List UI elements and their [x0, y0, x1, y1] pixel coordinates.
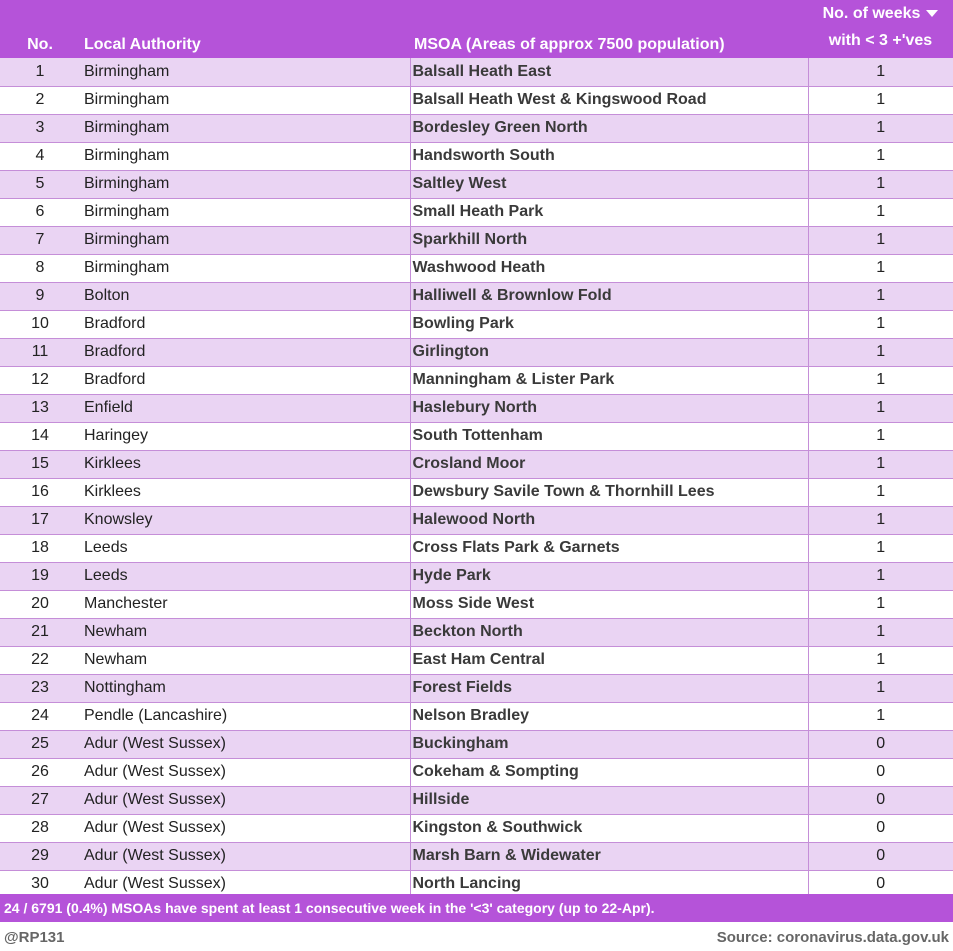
row-local-authority: Adur (West Sussex)	[80, 730, 410, 758]
row-no: 9	[0, 282, 80, 310]
row-msoa: Bordesley Green North	[410, 114, 808, 142]
row-weeks: 1	[808, 646, 953, 674]
row-local-authority: Kirklees	[80, 478, 410, 506]
table-row	[0, 310, 953, 338]
table-row	[0, 506, 953, 534]
row-local-authority: Leeds	[80, 534, 410, 562]
row-weeks: 1	[808, 590, 953, 618]
row-msoa: Small Heath Park	[410, 198, 808, 226]
row-weeks: 1	[808, 198, 953, 226]
row-msoa: Buckingham	[410, 730, 808, 758]
row-weeks: 0	[808, 870, 953, 898]
header-no[interactable]: No.	[27, 36, 53, 53]
row-no: 14	[0, 422, 80, 450]
row-local-authority: Bradford	[80, 310, 410, 338]
row-no: 3	[0, 114, 80, 142]
row-no: 24	[0, 702, 80, 730]
row-weeks: 1	[808, 366, 953, 394]
row-no: 22	[0, 646, 80, 674]
table-body	[0, 58, 953, 898]
row-no: 4	[0, 142, 80, 170]
row-weeks: 1	[808, 86, 953, 114]
table-row	[0, 198, 953, 226]
table-row	[0, 86, 953, 114]
table-row	[0, 226, 953, 254]
row-local-authority: Adur (West Sussex)	[80, 786, 410, 814]
row-weeks: 0	[808, 814, 953, 842]
header-weeks-line1-wrap	[808, 0, 953, 27]
row-local-authority: Nottingham	[80, 674, 410, 702]
table-row	[0, 562, 953, 590]
row-local-authority: Adur (West Sussex)	[80, 814, 410, 842]
row-local-authority: Birmingham	[80, 198, 410, 226]
header-msoa[interactable]: MSOA (Areas of approx 7500 population)	[414, 36, 725, 53]
table-row	[0, 674, 953, 702]
table-row	[0, 618, 953, 646]
row-weeks: 1	[808, 478, 953, 506]
row-weeks: 1	[808, 170, 953, 198]
row-weeks: 1	[808, 450, 953, 478]
row-weeks: 0	[808, 786, 953, 814]
row-local-authority: Birmingham	[80, 142, 410, 170]
table-row	[0, 366, 953, 394]
row-msoa: Handsworth South	[410, 142, 808, 170]
row-msoa: Forest Fields	[410, 674, 808, 702]
row-local-authority: Adur (West Sussex)	[80, 758, 410, 786]
row-local-authority: Birmingham	[80, 254, 410, 282]
row-local-authority: Pendle (Lancashire)	[80, 702, 410, 730]
row-local-authority: Manchester	[80, 590, 410, 618]
table-row	[0, 786, 953, 814]
header-weeks-line1: No. of weeks	[822, 5, 921, 22]
row-no: 1	[0, 58, 80, 86]
row-no: 18	[0, 534, 80, 562]
row-no: 26	[0, 758, 80, 786]
row-weeks: 1	[808, 618, 953, 646]
table-row	[0, 450, 953, 478]
row-weeks: 1	[808, 674, 953, 702]
table-row	[0, 842, 953, 870]
row-local-authority: Birmingham	[80, 86, 410, 114]
footnote: 24 / 6791 (0.4%) MSOAs have spent at least 1 consecutive week in the '<3' category (up to 22-Apr).	[0, 894, 953, 922]
row-weeks: 1	[808, 310, 953, 338]
row-no: 20	[0, 590, 80, 618]
row-local-authority: Birmingham	[80, 226, 410, 254]
credit-handle: @RP131	[4, 929, 65, 946]
row-msoa: Hillside	[410, 786, 808, 814]
row-msoa: Dewsbury Savile Town & Thornhill Lees	[410, 478, 808, 506]
row-local-authority: Kirklees	[80, 450, 410, 478]
row-weeks: 1	[808, 338, 953, 366]
table-row	[0, 702, 953, 730]
row-no: 29	[0, 842, 80, 870]
table-row	[0, 534, 953, 562]
row-msoa: Balsall Heath West & Kingswood Road	[410, 86, 808, 114]
table-row	[0, 590, 953, 618]
row-weeks: 1	[808, 226, 953, 254]
row-msoa: East Ham Central	[410, 646, 808, 674]
table-row	[0, 646, 953, 674]
row-local-authority: Bradford	[80, 366, 410, 394]
row-msoa: Manningham & Lister Park	[410, 366, 808, 394]
header-weeks[interactable]	[808, 0, 953, 58]
row-no: 11	[0, 338, 80, 366]
row-weeks: 1	[808, 534, 953, 562]
table-row	[0, 282, 953, 310]
row-no: 10	[0, 310, 80, 338]
row-weeks: 1	[808, 254, 953, 282]
row-no: 21	[0, 618, 80, 646]
row-local-authority: Bradford	[80, 338, 410, 366]
table-row	[0, 394, 953, 422]
row-weeks: 1	[808, 282, 953, 310]
row-local-authority: Enfield	[80, 394, 410, 422]
row-msoa: North Lancing	[410, 870, 808, 898]
row-msoa: Crosland Moor	[410, 450, 808, 478]
row-no: 25	[0, 730, 80, 758]
header-local-authority[interactable]: Local Authority	[84, 36, 201, 53]
row-local-authority: Birmingham	[80, 114, 410, 142]
row-local-authority: Newham	[80, 618, 410, 646]
row-msoa: Cross Flats Park & Garnets	[410, 534, 808, 562]
table-row	[0, 730, 953, 758]
row-no: 16	[0, 478, 80, 506]
row-msoa: Sparkhill North	[410, 226, 808, 254]
row-weeks: 1	[808, 394, 953, 422]
row-no: 6	[0, 198, 80, 226]
row-msoa: Saltley West	[410, 170, 808, 198]
table-row	[0, 758, 953, 786]
table-row	[0, 142, 953, 170]
row-no: 19	[0, 562, 80, 590]
row-msoa: Halliwell & Brownlow Fold	[410, 282, 808, 310]
row-weeks: 0	[808, 758, 953, 786]
row-msoa: Haslebury North	[410, 394, 808, 422]
row-weeks: 1	[808, 562, 953, 590]
header-row	[0, 0, 953, 58]
row-no: 28	[0, 814, 80, 842]
row-msoa: Nelson Bradley	[410, 702, 808, 730]
row-weeks: 0	[808, 730, 953, 758]
row-weeks: 1	[808, 422, 953, 450]
row-weeks: 1	[808, 142, 953, 170]
table-row	[0, 338, 953, 366]
row-msoa: Girlington	[410, 338, 808, 366]
row-weeks: 1	[808, 506, 953, 534]
row-msoa: South Tottenham	[410, 422, 808, 450]
row-local-authority: Bolton	[80, 282, 410, 310]
source-note: Source: coronavirus.data.gov.uk	[716, 929, 949, 946]
row-msoa: Moss Side West	[410, 590, 808, 618]
row-local-authority: Birmingham	[80, 58, 410, 86]
row-msoa: Marsh Barn & Widewater	[410, 842, 808, 870]
row-no: 8	[0, 254, 80, 282]
row-local-authority: Birmingham	[80, 170, 410, 198]
row-no: 23	[0, 674, 80, 702]
row-msoa: Kingston & Southwick	[410, 814, 808, 842]
row-msoa: Washwood Heath	[410, 254, 808, 282]
table-row	[0, 814, 953, 842]
table-row	[0, 114, 953, 142]
row-msoa: Beckton North	[410, 618, 808, 646]
row-weeks: 1	[808, 58, 953, 86]
row-msoa: Bowling Park	[410, 310, 808, 338]
row-weeks: 0	[808, 842, 953, 870]
row-no: 30	[0, 870, 80, 898]
table-row	[0, 58, 953, 86]
row-no: 13	[0, 394, 80, 422]
row-no: 17	[0, 506, 80, 534]
table-row	[0, 254, 953, 282]
row-local-authority: Haringey	[80, 422, 410, 450]
row-no: 2	[0, 86, 80, 114]
row-local-authority: Leeds	[80, 562, 410, 590]
table-header	[0, 0, 953, 58]
row-local-authority: Newham	[80, 646, 410, 674]
row-msoa: Hyde Park	[410, 562, 808, 590]
sort-dropdown-icon[interactable]	[926, 10, 938, 17]
header-weeks-line2: with < 3 +'ves	[828, 32, 933, 49]
row-no: 12	[0, 366, 80, 394]
row-msoa: Halewood North	[410, 506, 808, 534]
row-weeks: 1	[808, 114, 953, 142]
table-row	[0, 478, 953, 506]
row-weeks: 1	[808, 702, 953, 730]
row-no: 27	[0, 786, 80, 814]
table-row	[0, 170, 953, 198]
row-no: 5	[0, 170, 80, 198]
row-no: 15	[0, 450, 80, 478]
row-no: 7	[0, 226, 80, 254]
table-row	[0, 422, 953, 450]
row-local-authority: Adur (West Sussex)	[80, 870, 410, 898]
row-msoa: Cokeham & Sompting	[410, 758, 808, 786]
row-local-authority: Adur (West Sussex)	[80, 842, 410, 870]
row-local-authority: Knowsley	[80, 506, 410, 534]
row-msoa: Balsall Heath East	[410, 58, 808, 86]
